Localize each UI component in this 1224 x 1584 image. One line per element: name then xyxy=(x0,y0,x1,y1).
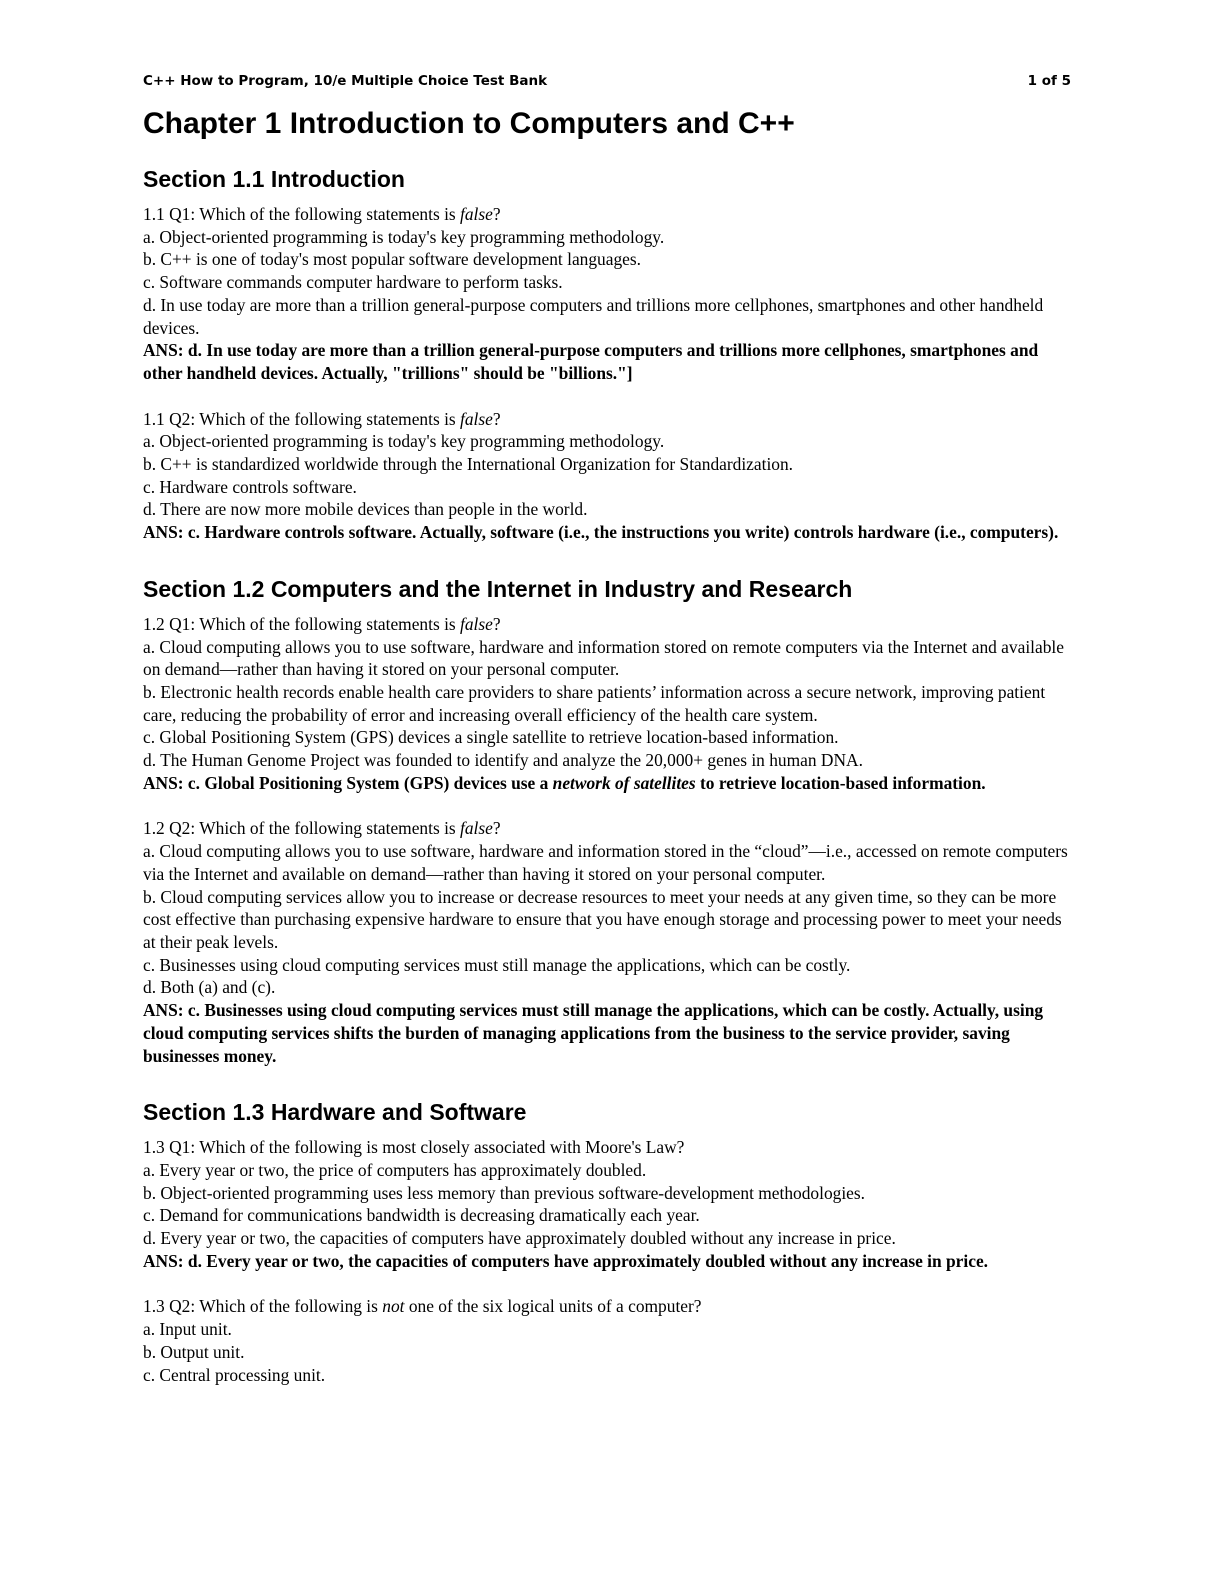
option-a: a. Cloud computing allows you to use software, hardware and information stored on remote computers via the Internet and available on demand—rather than having it stored on your personal computer. xyxy=(143,636,1064,680)
option-d: d. The Human Genome Project was founded to identify and analyze the 20,000+ genes in human DNA. xyxy=(143,750,863,771)
option-c: c. Demand for communications bandwidth is decreasing dramatically each year. xyxy=(143,1205,700,1226)
question-1-2-q1 xyxy=(143,613,1071,795)
option-d: d. Every year or two, the capacities of computers have approximately doubled without any increase in price. xyxy=(143,1228,896,1249)
answer: ANS: c. Hardware controls software. Actually, software (i.e., the instructions you write) controls hardware (i.e., computers). xyxy=(143,522,1059,543)
option-c: c. Central processing unit. xyxy=(143,1364,326,1385)
question-stem: 1.3 Q1: Which of the following is most closely associated with Moore's Law? xyxy=(143,1137,685,1158)
page-number: 1 of 5 xyxy=(1027,73,1071,89)
question-1-3-q1 xyxy=(143,1136,1071,1272)
question-1-1-q2 xyxy=(143,408,1071,544)
option-a: a. Cloud computing allows you to use software, hardware and information stored in the “cloud”—i.e., accessed on remote computers via the Internet and available on demand—rather than having it stored on your personal computer. xyxy=(143,841,1068,884)
option-b: b. Output unit. xyxy=(143,1341,245,1362)
option-a: a. Object-oriented programming is today's key programming methodology. xyxy=(143,431,665,452)
answer: ANS: d. Every year or two, the capacities of computers have approximately doubled without any increase in price. xyxy=(143,1250,989,1271)
option-d: d. There are now more mobile devices than people in the world. xyxy=(143,499,588,520)
question-1-3-q2 xyxy=(143,1295,1071,1386)
running-header xyxy=(143,70,1071,92)
option-c: c. Global Positioning System (GPS) devices a single satellite to retrieve location-based information. xyxy=(143,727,839,748)
option-b: b. C++ is one of today's most popular software development languages. xyxy=(143,249,641,270)
running-header-title: C++ How to Program, 10/e Multiple Choice Test Bank xyxy=(143,73,548,89)
document-page xyxy=(143,70,1071,1409)
option-a: a. Every year or two, the price of computers has approximately doubled. xyxy=(143,1159,647,1180)
question-stem: 1.1 Q2: Which of the following statements is false? xyxy=(143,408,501,429)
option-b: b. Electronic health records enable health care providers to share patients’ information across a secure network, improving patient care, reducing the probability of error and increasing overall efficiency of the health care system. xyxy=(143,681,1046,725)
option-b: b. Cloud computing services allow you to increase or decrease resources to meet your needs at any given time, so they can be more cost effective than purchasing expensive hardware to ensure that you have enough storage and processing power to meet your needs at their peak levels. xyxy=(143,886,1062,952)
section-heading: Section 1.1 Introduction xyxy=(143,166,405,192)
option-b: b. Object-oriented programming uses less memory than previous software-development methodologies. xyxy=(143,1182,866,1203)
option-d: d. Both (a) and (c). xyxy=(143,977,276,998)
question-stem: 1.1 Q1: Which of the following statements is false? xyxy=(143,204,501,224)
section-heading: Section 1.3 Hardware and Software xyxy=(143,1099,527,1126)
option-a: a. Object-oriented programming is today's key programming methodology. xyxy=(143,226,665,247)
option-c: c. Hardware controls software. xyxy=(143,476,357,497)
section-heading: Section 1.2 Computers and the Internet in Industry and Research xyxy=(143,575,853,602)
question-1-2-q2 xyxy=(143,817,1071,1067)
option-c: c. Software commands computer hardware to perform tasks. xyxy=(143,272,563,293)
option-a: a. Input unit. xyxy=(143,1319,232,1340)
question-1-1-q1 xyxy=(143,203,1071,385)
question-stem: 1.3 Q2: Which of the following is not one of the six logical units of a computer? xyxy=(143,1296,702,1317)
option-c: c. Businesses using cloud computing services must still manage the applications, which can be costly. xyxy=(143,954,851,975)
answer: ANS: c. Global Positioning System (GPS) devices use a network of satellites to retrieve location-based information. xyxy=(143,772,986,793)
option-b: b. C++ is standardized worldwide through the International Organization for Standardization. xyxy=(143,454,794,475)
option-d: d. In use today are more than a trillion general-purpose computers and trillions more cellphones, smartphones and other handheld devices. xyxy=(143,294,1044,338)
question-stem: 1.2 Q1: Which of the following statements is false? xyxy=(143,613,501,634)
answer: ANS: d. In use today are more than a trillion general-purpose computers and trillions more cellphones, smartphones and other handheld devices. Actually, "trillions" should be "billions."] xyxy=(143,340,1039,383)
chapter-title: Chapter 1 Introduction to Computers and C++ xyxy=(143,107,795,140)
answer: ANS: c. Businesses using cloud computing services must still manage the applications, which can be costly. Actually, using cloud computing services shifts the burden of managing applications from the business to the service provider, saving businesses money. xyxy=(143,1000,1044,1066)
question-stem: 1.2 Q2: Which of the following statements is false? xyxy=(143,818,501,839)
